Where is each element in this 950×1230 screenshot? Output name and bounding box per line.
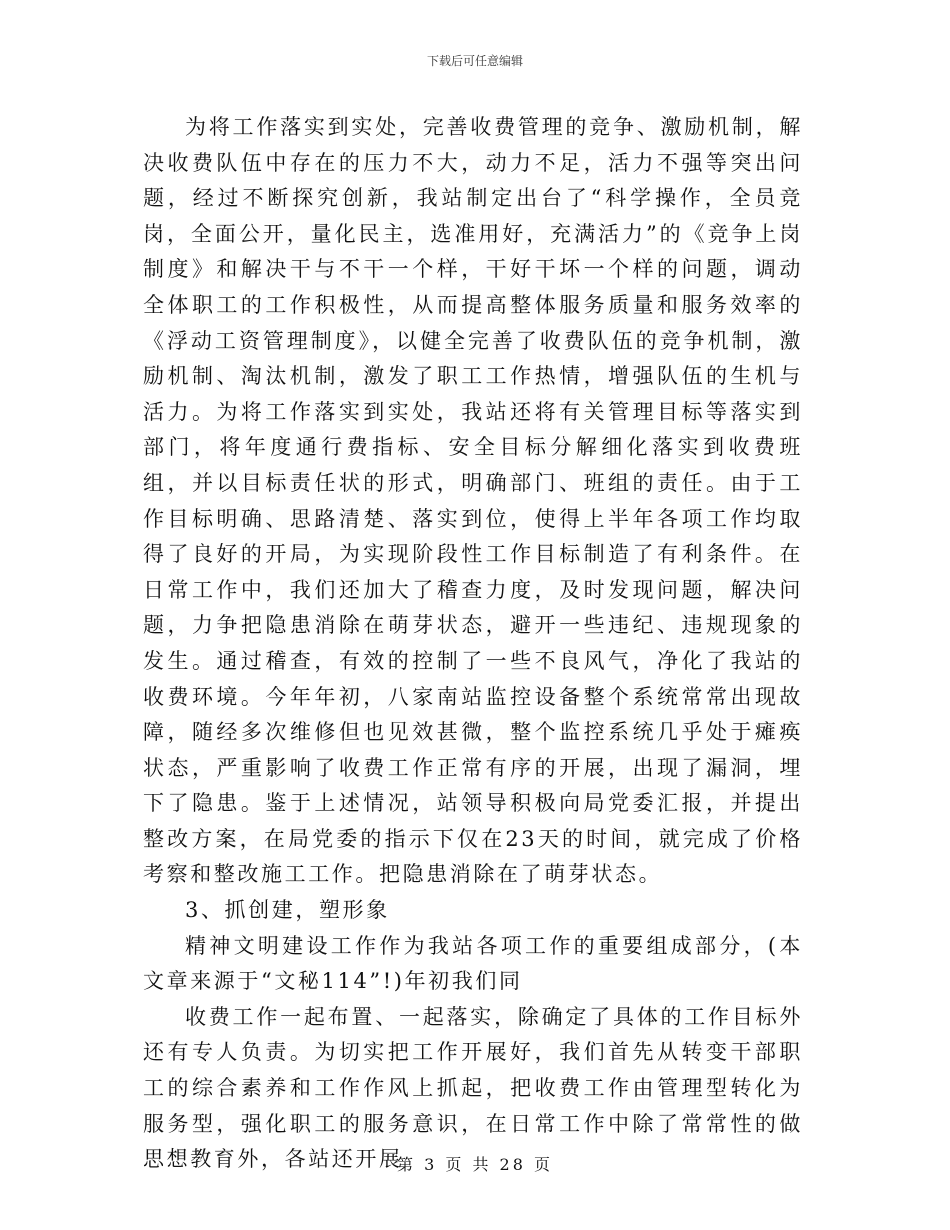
paragraph-civilization-building: 精神文明建设工作作为我站各项工作的重要组成部分，(本文章来源于“文秘114”!)年初我们同 [143, 933, 803, 994]
paragraph-management-mechanism: 为将工作落实到实处，完善收费管理的竞争、激励机制，解决收费队伍中存在的压力不大，动力不足，活力不强等突出问题，经过不断探究创新，我站制定出台了“科学操作，全员竞岗，全面公开，量化民主，选准用好，充满活力”的《竞争上岗制度》和解决干与不干一个样，干好干坏一个样的问题，调动全体职工的工作积极性，从而提高整体服务质量和服务效率的《浮动工资管理制度》，以健全完善了收费队伍的竞争机制，激励机制、淘汰机制，激发了职工工作热情，增强队伍的生机与活力。为将工作落实到实处，我站还将有关管理目标等落实到部门，将年度通行费指标、安全目标分解细化落实到收费班组，并以目标责任状的形式，明确部门、班组的责任。由于工作目标明确、思路清楚、落实到位，使得上半年各项工作均取得了良好的开局，为实现阶段性工作目标制造了有利条件。在日常工作中，我们还加大了稽查力度，及时发现问题，解决问题，力争把隐患消除在萌芽状态，避开一些违纪、违规现象的发生。通过稽查，有效的控制了一些不良风气，净化了我站的收费环境。今年年初，八家南站监控设备整个系统常常出现故障，随经多次维修但也见效甚微，整个监控系统几乎处于瘫痪状态，严重影响了收费工作正常有序的开展，出现了漏洞，埋下了隐患。鉴于上述情况，站领导积极向局党委汇报，并提出整改方案，在局党委的指示下仅在23天的时间，就完成了价格考察和整改施工工作。把隐患消除在了萌芽状态。 [143, 115, 803, 887]
paragraph-service-awareness: 收费工作一起布置、一起落实，除确定了具体的工作目标外还有专人负责。为切实把工作开展好，我们首先从转变干部职工的综合素养和工作作风上抓起，把收费工作由管理型转化为服务型，强化职工的服务意识，在日常工作中除了常常性的做思想教育外，各站还开展 [143, 1004, 803, 1172]
page-number-footer: 第 3 页 共 28 页 [397, 1155, 553, 1174]
document-body [143, 110, 803, 1178]
section-heading-3: 3、抓创建，塑形象 [185, 898, 390, 923]
page-header-note: 下载后可任意编辑 [426, 54, 523, 68]
